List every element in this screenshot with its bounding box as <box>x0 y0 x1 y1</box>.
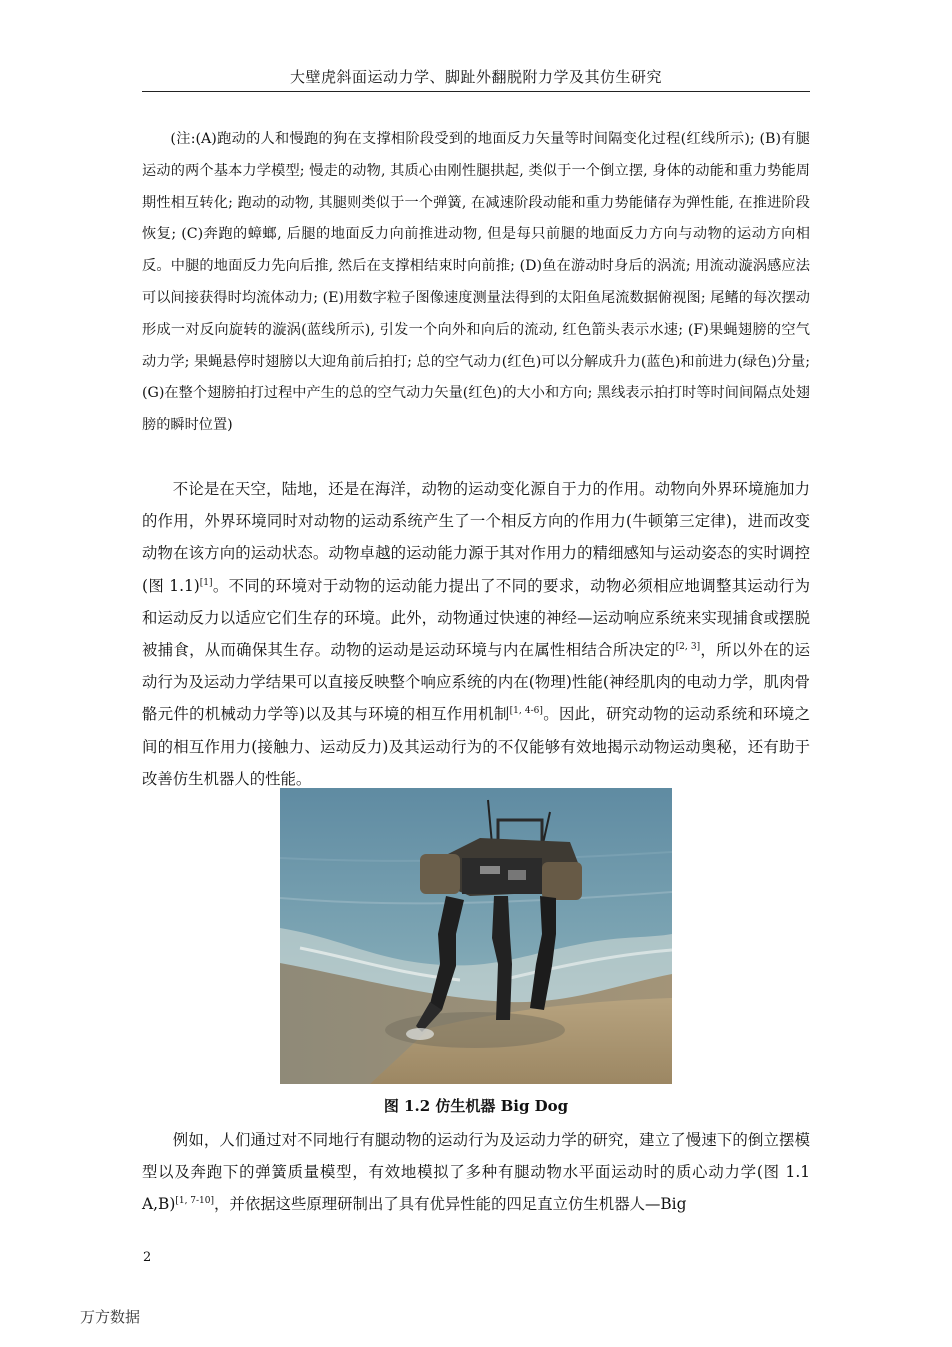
paragraph-text: 不论是在天空，陆地，还是在海洋，动物的运动变化源自于力的作用。动物向外界环境施加力的作用，外界环境同时对动物的运动系统产生了一个相反方向的作用力(牛顿第三定律)，进而改变动物在该方向的运动状态。动物卓越的运动能力源于其对作用力的精细感知与运动姿态的实时调控(图 1.1) <box>142 480 810 595</box>
paragraph-text: 。因此，研究动物的运动系统和环境之间的相互作用力(接触力、运动反力)及其运动行为的不仅能够有效地揭示动物运动奥秘，还有助于改善仿生机器人的性能。 <box>142 705 810 788</box>
figure-1-1-note: (注:(A)跑动的人和慢跑的狗在支撑相阶段受到的地面反力矢量等时间隔变化过程(红线所示); (B)有腿运动的两个基本力学模型; 慢走的动物, 其质心由刚性腿拱起, 类似于一个倒立摆, 身体的动能和重力势能周期性相互转化; 跑动的动物, 其腿则类似于一个弹簧, 在减速阶段动能和重力势能储存为弹性能, 在推进阶段恢复; (C)奔跑的蟑螂, 后腿的地面反力向前推进动物, 但是每只前腿的地面反力方向与动物的运动方向相反。中腿的地面反力先向后推, 然后在支撑相结束时向前推; (D)鱼在游动时身后的涡流; 用流动漩涡感应法可以间接获得时均流体动力; (E)用数字粒子图像速度测量法得到的太阳鱼尾流数据俯视图; 尾鳍的每次摆动形成一对反向旋转的漩涡(蓝线所示), 引发一个向外和向后的流动, 红色箭头表示水速; (F)果蝇翅膀的空气动力学; 果蝇悬停时翅膀以大迎角前后拍打; 总的空气动力(红色)可以分解成升力(蓝色)和前进力(绿色)分量;(G)在整个翅膀拍打过程中产生的总的空气动力矢量(红色)的大小和方向; 黑线表示拍打时等时间间隔点处翅膀的瞬时位置) <box>142 131 810 434</box>
paragraph-text: 例如，人们通过对不同地行有腿动物的运动行为及运动力学的研究，建立了慢速下的倒立摆模型以及奔跑下的弹簧质量模型，有效地模拟了多种有腿动物水平面运动时的质心动力学(图 1.1 A,B) <box>142 1131 810 1214</box>
big-dog-robot-photo <box>280 788 672 1084</box>
page-number: 2 <box>143 1250 152 1265</box>
citation[interactable]: [1, 4-6] <box>509 706 543 717</box>
paragraph-text: ，并依据这些原理研制出了具有优异性能的四足直立仿生机器人—Big <box>214 1195 687 1214</box>
paragraph-text: 。不同的环境对于动物的运动能力提出了不同的要求，动物必须相应地调整其运动行为和运动反力以适应它们生存的环境。此外，动物通过快速的神经—运动响应系统来实现捕食或摆脱被捕食，从而确保其生存。动物的运动是运动环境与内在属性相结合所决定的 <box>142 576 810 660</box>
watermark: 万方数据 <box>80 1308 141 1326</box>
citation[interactable]: [1, 7-10] <box>175 1196 215 1207</box>
running-header: 大壁虎斜面运动力学、脚趾外翻脱附力学及其仿生研究 <box>289 68 662 86</box>
body-paragraph-1 <box>142 473 810 795</box>
figure-caption: 图 1.2 仿生机器 Big Dog <box>383 1097 569 1115</box>
header-rule <box>142 91 810 92</box>
citation[interactable]: [1] <box>199 577 213 588</box>
citation[interactable]: [2, 3] <box>675 642 701 653</box>
paragraph-text: ，所以外在的运动行为及运动力学结果可以直接反映整个响应系统的内在(物理)性能(神经肌肉的电动力学，肌肉骨骼元件的机械动力学等)以及其与环境的相互作用机制 <box>142 641 810 724</box>
body-paragraph-2 <box>142 1124 810 1221</box>
